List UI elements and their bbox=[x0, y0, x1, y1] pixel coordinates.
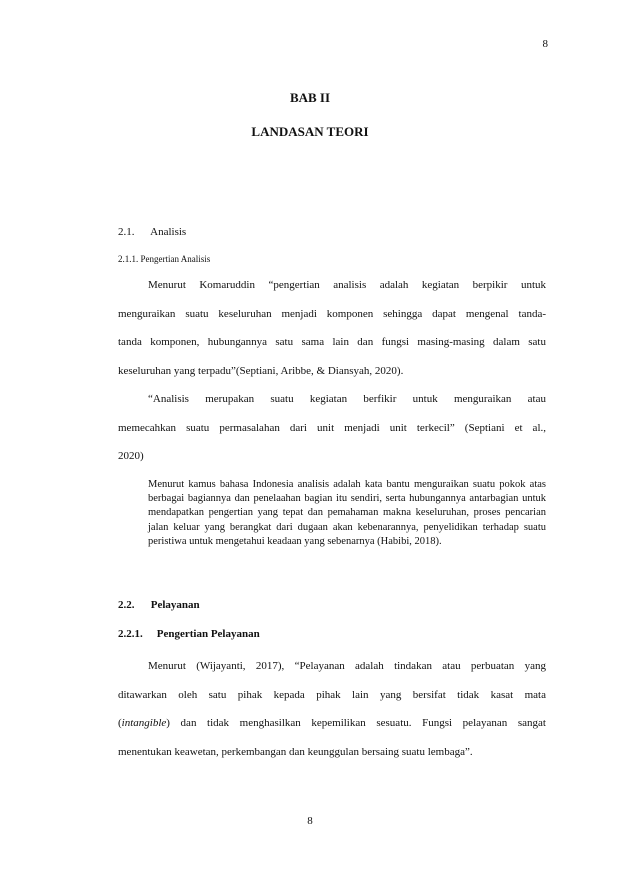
section-heading-2-1 bbox=[118, 226, 186, 238]
section-number: 2.1. bbox=[118, 226, 135, 238]
text-line: Menurut Komaruddin “pengertian analisis adalah kegiatan berpikir untuk bbox=[148, 279, 546, 291]
section-title: Pelayanan bbox=[150, 599, 200, 611]
text-line: memecahkan suatu permasalahan dari unit menjadi unit terkecil” (Septiani et al., bbox=[118, 421, 546, 434]
subsection-title: Pengertian Pelayanan bbox=[156, 628, 260, 640]
text-line: menentukan keawetan, perkembangan dan keunggulan bersaing suatu lembaga”. bbox=[118, 745, 473, 758]
block-quote-kamus: Menurut kamus bahasa Indonesia analisis adalah kata bantu menguraikan suatu pokok atas berbagai bagiannya dan penelaahan bagian itu sendiri, serta hubungannya antarbagian untuk mendapatkan pengertian yang tepat dan pemahaman makna keseluruhan, proses pencarian jalan keluar yang berangkat dari dugaan akan kebenarannya, penyelidikan terhadap suatu peristiwa untuk mengetahui keadaan yang sebenarnya (Habibi, 2018). bbox=[148, 479, 546, 547]
paragraph-wijayanti bbox=[118, 652, 546, 766]
text-line: tanda komponen, hubungannya satu sama lain dan fungsi masing-masing dalam satu bbox=[118, 336, 546, 348]
text-fragment: ) dan tidak menghasilkan kepemilikan sesuatu. Fungsi pelayanan sangat bbox=[166, 717, 546, 729]
text-line: “Analisis merupakan suatu kegiatan berfikir untuk menguraikan atau bbox=[148, 393, 546, 405]
subsection-heading-2-1-1 bbox=[118, 254, 210, 264]
chapter-title: LANDASAN TEORI bbox=[251, 124, 369, 139]
section-heading-2-2 bbox=[118, 599, 200, 611]
chapter-label: BAB II bbox=[289, 90, 331, 105]
paragraph-analisis-definition bbox=[118, 385, 546, 471]
section-title: Analisis bbox=[150, 226, 187, 238]
text-line bbox=[118, 709, 546, 738]
footer-page-number: 8 bbox=[307, 815, 313, 827]
text-fragment: ( bbox=[118, 717, 122, 729]
text-line: Menurut (Wijayanti, 2017), “Pelayanan adalah tindakan atau perbuatan yang bbox=[148, 660, 546, 672]
section-number: 2.2. bbox=[118, 599, 135, 611]
text-line: menguraikan suatu keseluruhan menjadi komponen sehingga dapat mengenal tanda- bbox=[118, 307, 546, 320]
subsection-heading-2-2-1 bbox=[118, 628, 260, 640]
text-line: keseluruhan yang terpadu”(Septiani, Aribbe, & Diansyah, 2020). bbox=[118, 364, 404, 377]
text-line: ditawarkan oleh satu pihak kepada pihak lain yang bersifat tidak kasat mata bbox=[118, 688, 546, 701]
subsection-title: Pengertian Analisis bbox=[140, 254, 211, 264]
header-page-number: 8 bbox=[542, 38, 548, 50]
subsection-number: 2.2.1. bbox=[118, 628, 143, 640]
subsection-number: 2.1.1. bbox=[118, 254, 139, 264]
paragraph-komaruddin bbox=[118, 271, 546, 385]
text-line: 2020) bbox=[118, 450, 144, 462]
italic-term: intangible bbox=[121, 717, 167, 729]
